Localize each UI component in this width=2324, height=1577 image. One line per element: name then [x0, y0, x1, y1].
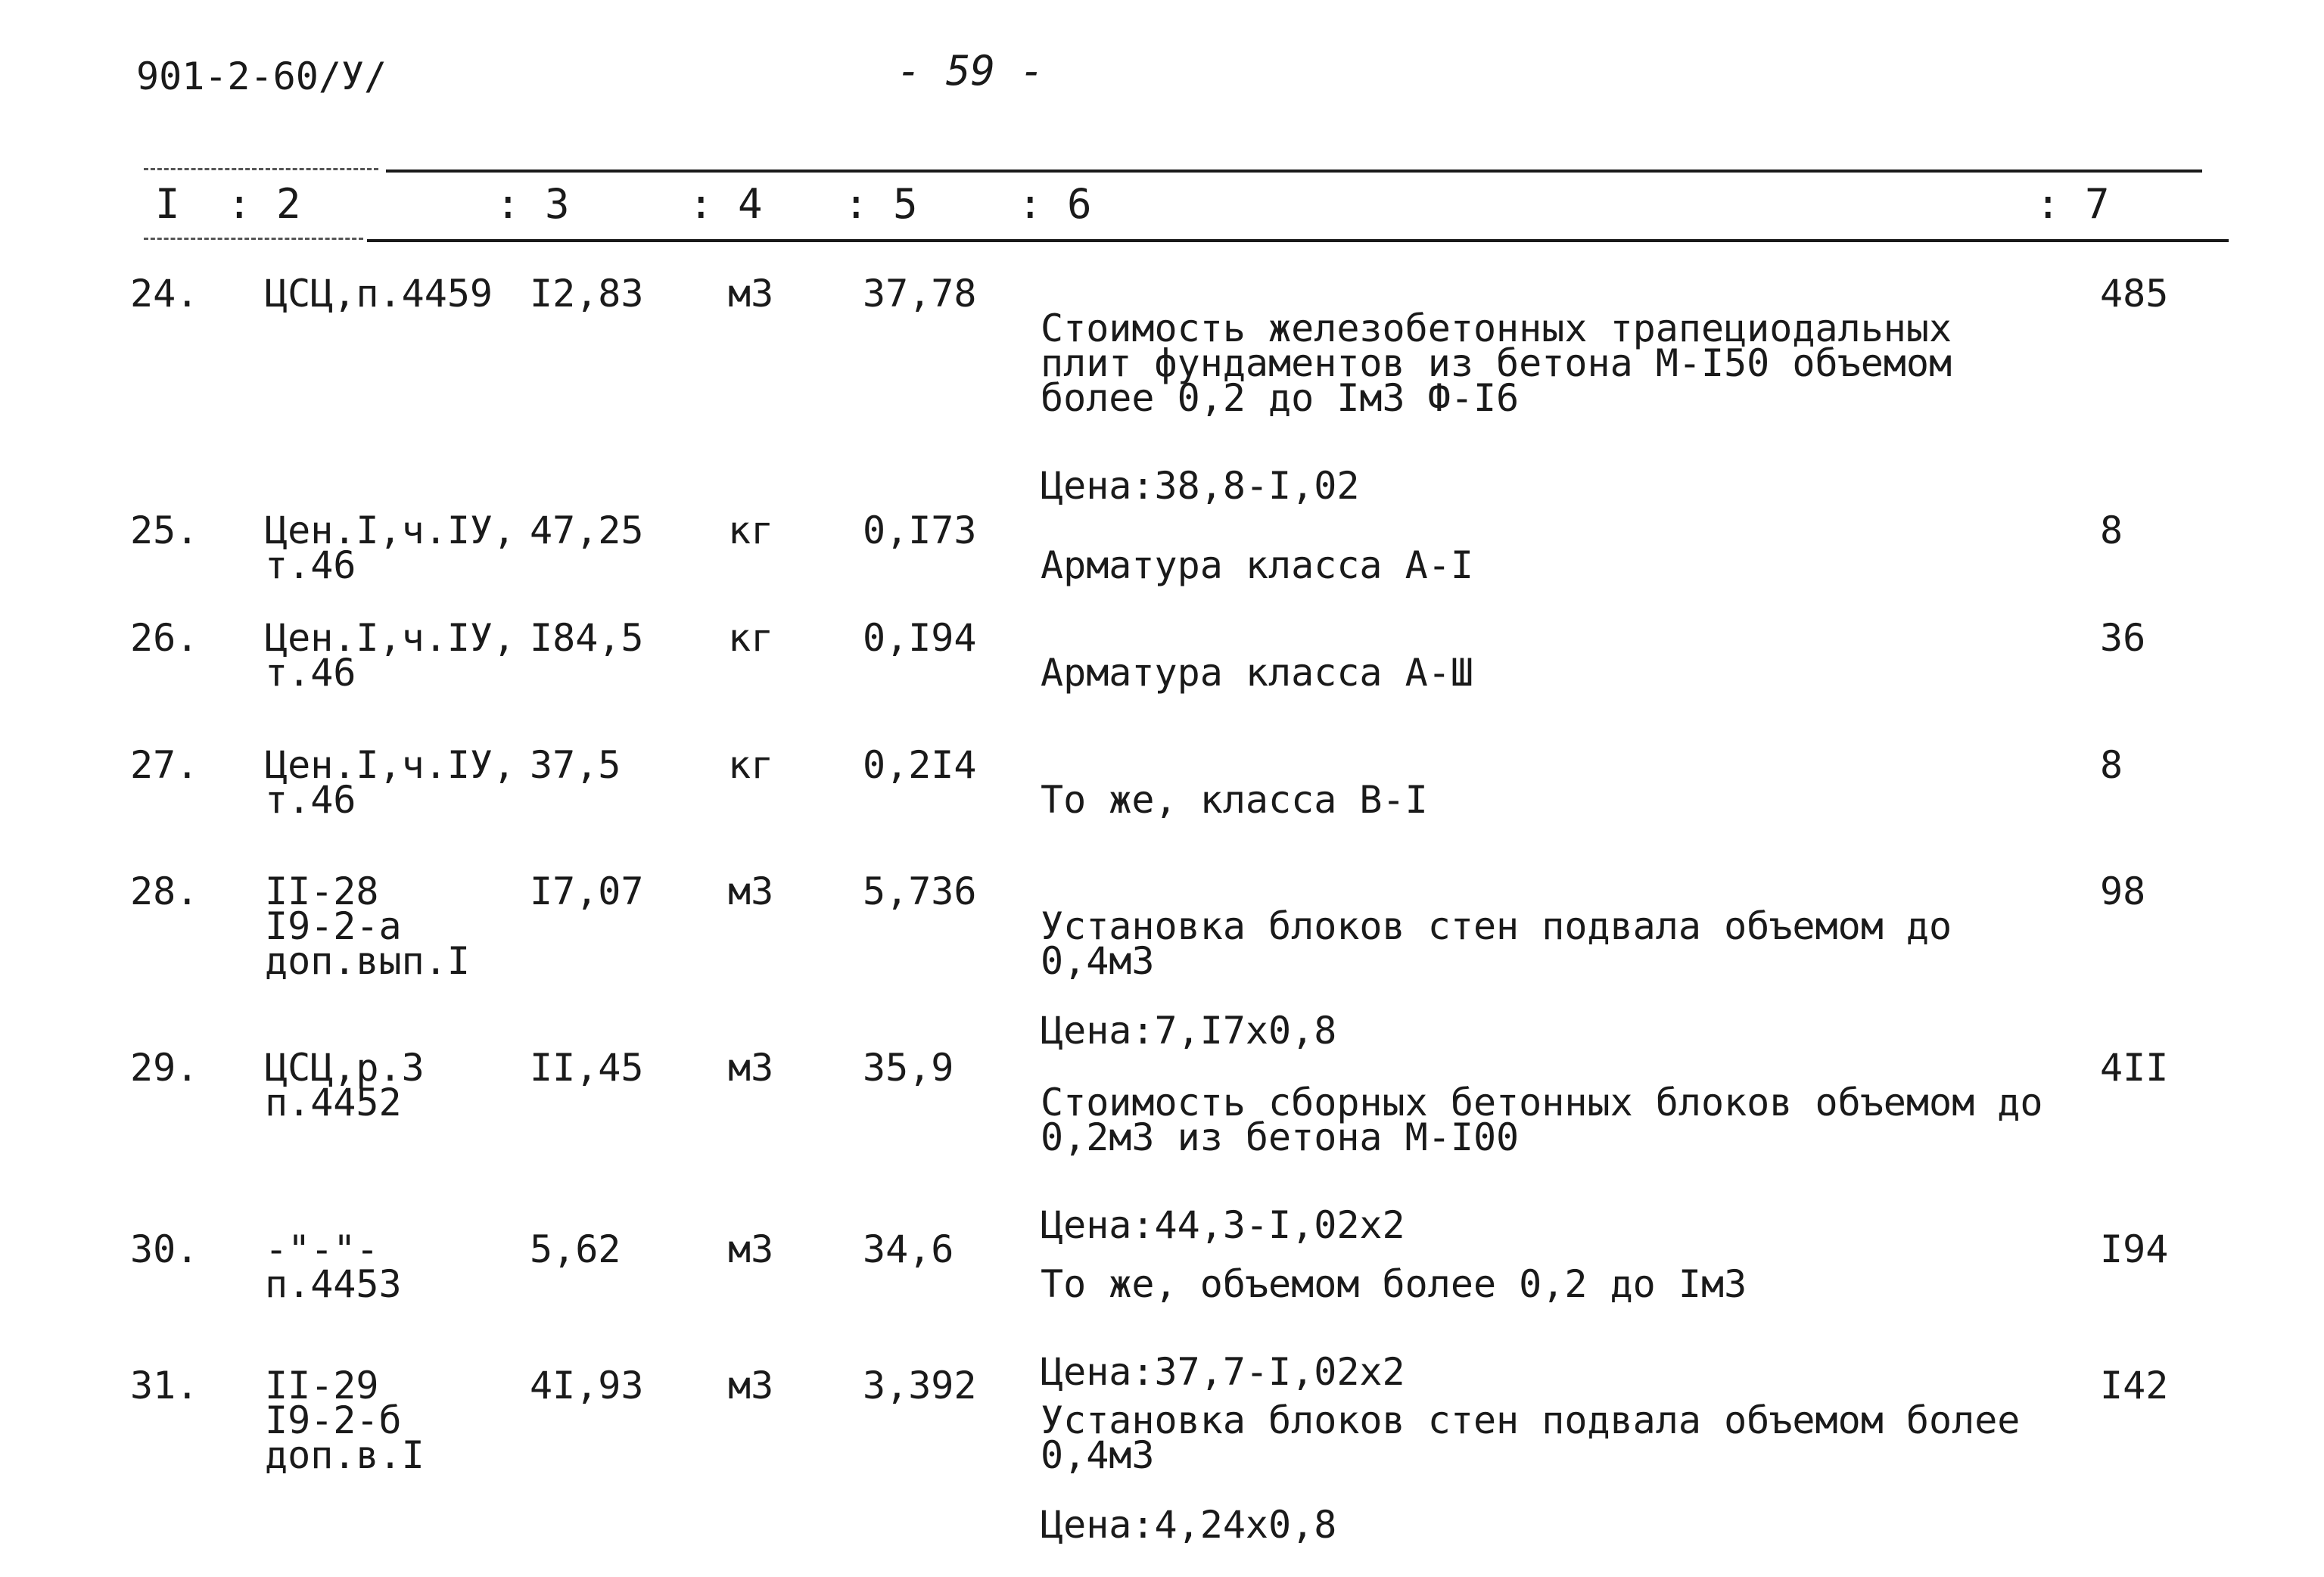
row-total: 8 — [2100, 743, 2123, 787]
row-number: 31. — [130, 1364, 199, 1407]
row-number: 25. — [130, 509, 199, 552]
row-quantity: I84,5 — [530, 616, 644, 660]
column-header-5: : 5 — [844, 180, 918, 228]
row-quantity: I7,07 — [530, 869, 644, 913]
column-header-2: : 2 — [227, 180, 301, 228]
row-number: 26. — [130, 616, 199, 660]
row-price-calculation: Цена:7,I7х0,8 — [1041, 1009, 1337, 1053]
row-reference: ЦСЦ,р.3 п.4452 — [265, 1046, 425, 1124]
row-description: Стоимость железобетонных трапециодальных плит фундаментов из бетона М-I50 объемом более 0,2 до Iм3 Ф-I6 — [1041, 306, 1952, 420]
page-number: - 59 - — [897, 47, 1045, 95]
header-bottom-rule-dashed — [144, 238, 363, 240]
row-reference: Цен.I,ч.IУ, т.46 — [265, 509, 516, 587]
row-description: То же, объемом более 0,2 до Iм3 — [1041, 1262, 1747, 1306]
row-number: 28. — [130, 869, 199, 913]
row-description: Установка блоков стен подвала объемом до 0,4м3 — [1041, 904, 1952, 983]
row-unit-price: 34,6 — [863, 1227, 954, 1271]
row-price-calculation: Цена:37,7-I,02х2 — [1041, 1350, 1405, 1394]
row-description: Стоимость сборных бетонных блоков объемом до 0,2м3 из бетона М-I00 — [1041, 1081, 2043, 1159]
row-total: I94 — [2100, 1227, 2169, 1271]
row-unit-price: 0,I73 — [863, 509, 977, 552]
row-unit: м3 — [728, 869, 774, 913]
row-quantity: 37,5 — [530, 743, 621, 787]
row-quantity: 47,25 — [530, 509, 644, 552]
row-unit: м3 — [728, 272, 774, 316]
row-description-cell — [1041, 276, 2055, 538]
row-unit-price: 5,736 — [863, 869, 977, 913]
row-number: 29. — [130, 1046, 199, 1090]
row-total: 98 — [2100, 869, 2146, 913]
column-header-6: : 6 — [1018, 180, 1092, 228]
row-unit-price: 0,2I4 — [863, 743, 977, 787]
row-unit-price: 3,392 — [863, 1364, 977, 1407]
row-reference: -"-"- п.4453 — [265, 1227, 402, 1306]
row-unit: м3 — [728, 1364, 774, 1407]
row-unit: м3 — [728, 1046, 774, 1090]
row-unit: кг — [728, 509, 774, 552]
row-description-cell — [1041, 748, 2055, 852]
row-unit: м3 — [728, 1227, 774, 1271]
row-quantity: 4I,93 — [530, 1364, 644, 1407]
row-price-calculation: Цена:4,24х0,8 — [1041, 1503, 1337, 1547]
row-reference: II-28 I9-2-а доп.вып.I — [265, 869, 470, 983]
column-header-3: : 3 — [496, 180, 570, 228]
row-number: 30. — [130, 1227, 199, 1271]
row-unit-price: 35,9 — [863, 1046, 954, 1090]
column-header-4: : 4 — [689, 180, 763, 228]
row-price-calculation: Цена:44,3-I,02х2 — [1041, 1203, 1405, 1247]
header-top-rule-dashed — [144, 168, 378, 170]
row-total: 8 — [2100, 509, 2123, 552]
row-description: Арматура класса А-Ш — [1041, 651, 1473, 695]
row-description: То же, класса В-I — [1041, 778, 1428, 822]
row-reference: II-29 I9-2-б доп.в.I — [265, 1364, 425, 1477]
row-total: 4II — [2100, 1046, 2169, 1090]
row-quantity: II,45 — [530, 1046, 644, 1090]
doc-code: 901-2-60/У/ — [136, 54, 387, 98]
row-description-cell — [1041, 1368, 2055, 1577]
header-top-rule — [386, 170, 2202, 173]
row-price-calculation: Цена:38,8-I,02 — [1041, 464, 1360, 508]
row-unit: кг — [728, 743, 774, 787]
column-header-7: : 7 — [2036, 180, 2110, 228]
row-description-cell — [1041, 513, 2055, 617]
row-description: Арматура класса А-I — [1041, 543, 1473, 587]
row-total: I42 — [2100, 1364, 2169, 1407]
row-description-cell — [1041, 621, 2055, 725]
row-quantity: I2,83 — [530, 272, 644, 316]
row-unit-price: 37,78 — [863, 272, 977, 316]
row-number: 27. — [130, 743, 199, 787]
row-total: 36 — [2100, 616, 2146, 660]
row-total: 485 — [2100, 272, 2169, 316]
row-unit: кг — [728, 616, 774, 660]
column-header-1: I — [155, 180, 180, 228]
row-description: Установка блоков стен подвала объемом более 0,4м3 — [1041, 1398, 2021, 1477]
row-reference: Цен.I,ч.IУ, т.46 — [265, 616, 516, 695]
row-reference: Цен.I,ч.IУ, т.46 — [265, 743, 516, 822]
row-unit-price: 0,I94 — [863, 616, 977, 660]
row-reference: ЦСЦ,п.4459 — [265, 272, 493, 316]
row-number: 24. — [130, 272, 199, 316]
row-quantity: 5,62 — [530, 1227, 621, 1271]
header-bottom-rule — [367, 239, 2229, 242]
